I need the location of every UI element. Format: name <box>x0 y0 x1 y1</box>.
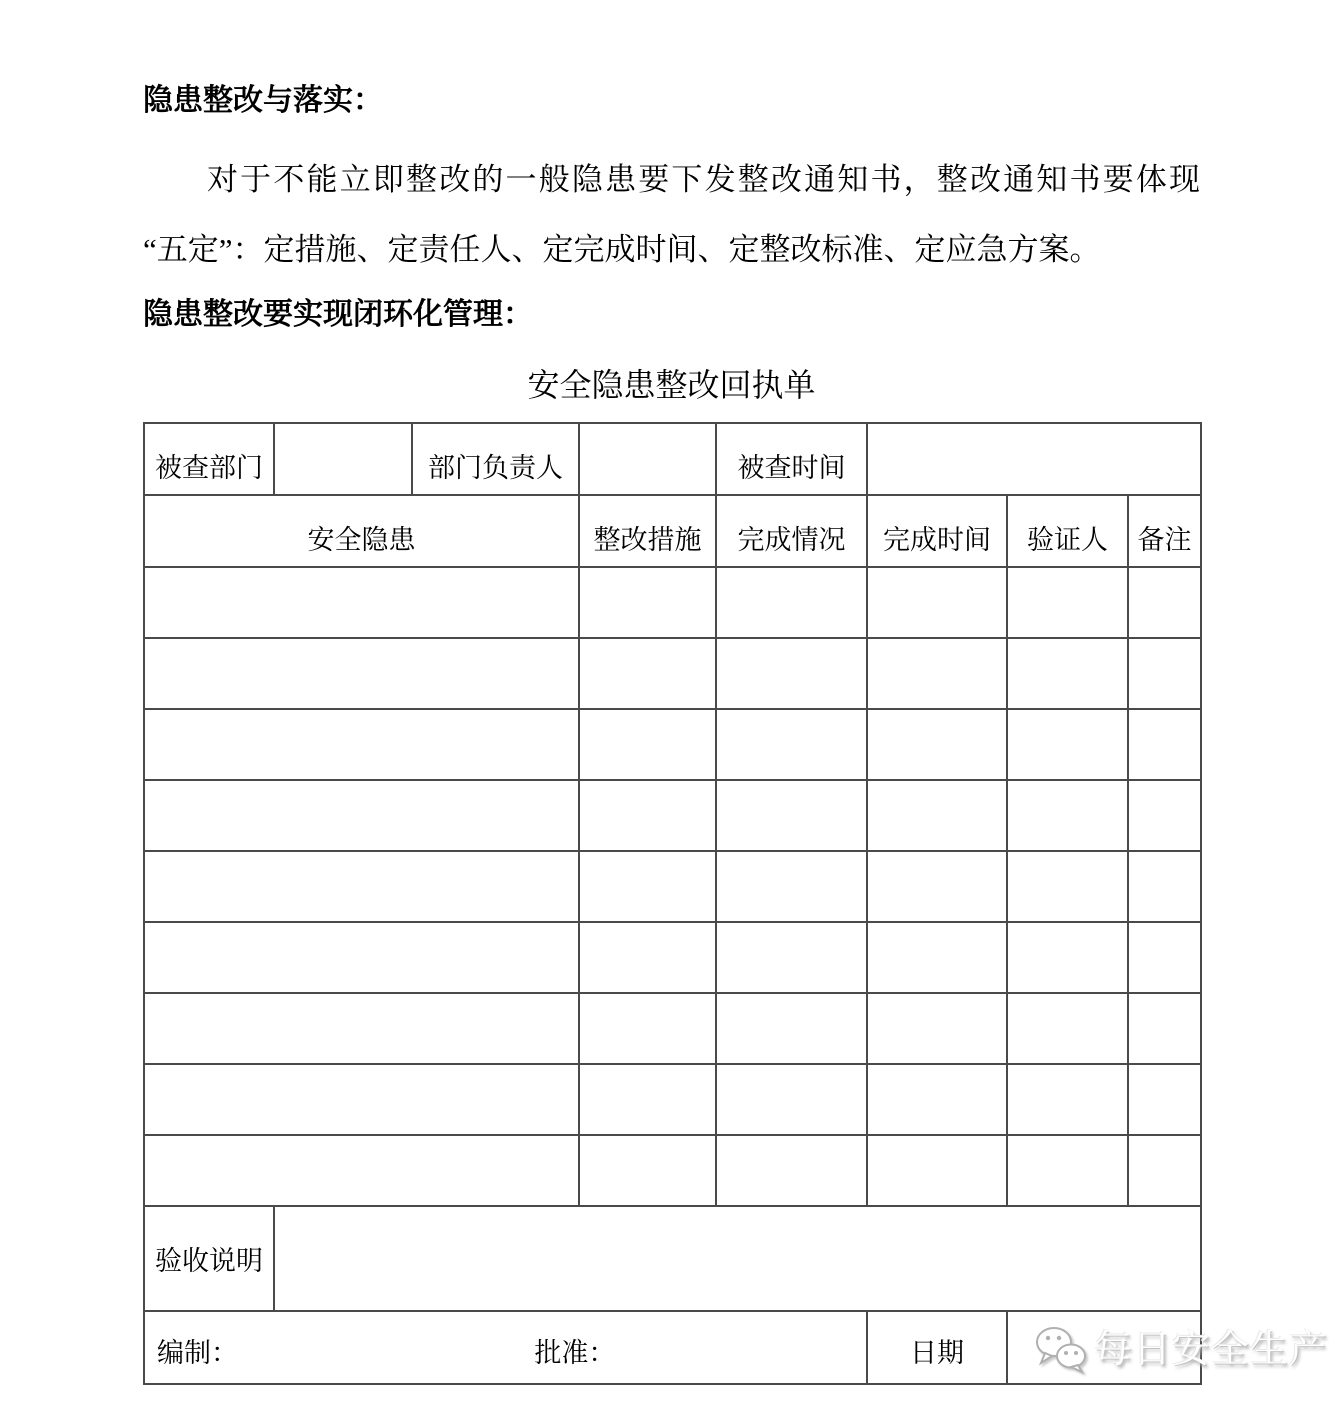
empty-cell[interactable] <box>579 709 716 780</box>
empty-cell[interactable] <box>579 780 716 851</box>
prepared-by-label: 编制： <box>157 1338 238 1368</box>
empty-row <box>144 851 1201 922</box>
col-header-remarks: 备注 <box>1128 495 1201 567</box>
empty-cell[interactable] <box>579 638 716 709</box>
empty-cell[interactable] <box>867 1135 1007 1206</box>
document-content <box>143 0 1200 1385</box>
rectification-receipt-table <box>143 422 1202 1385</box>
empty-cell[interactable] <box>716 567 867 638</box>
empty-cell[interactable] <box>1128 922 1201 993</box>
empty-cell[interactable] <box>716 638 867 709</box>
empty-row <box>144 993 1201 1064</box>
paragraph-line-2: “五定”：定措施、定责任人、定完成时间、定整改标准、定应急方案。 <box>143 232 1101 267</box>
empty-cell[interactable] <box>867 567 1007 638</box>
empty-cell[interactable] <box>144 993 579 1064</box>
empty-cell[interactable] <box>1007 780 1128 851</box>
empty-cell[interactable] <box>867 922 1007 993</box>
col-header-completion-status: 完成情况 <box>716 495 867 567</box>
date-label-cell: 日期 <box>867 1311 1007 1384</box>
inspected-dept-label: 被查部门 <box>144 423 274 495</box>
heading-closed-loop-management: 隐患整改要实现闭环化管理： <box>143 298 533 331</box>
col-header-safety-hazard: 安全隐患 <box>144 495 579 567</box>
empty-cell[interactable] <box>1007 851 1128 922</box>
empty-cell[interactable] <box>144 780 579 851</box>
empty-row <box>144 780 1201 851</box>
empty-row <box>144 922 1201 993</box>
acceptance-row <box>144 1206 1201 1311</box>
empty-cell[interactable] <box>1007 1064 1128 1135</box>
column-header-row <box>144 495 1201 567</box>
empty-cell[interactable] <box>867 709 1007 780</box>
approved-by-label: 批准： <box>534 1338 616 1368</box>
empty-cell[interactable] <box>144 922 579 993</box>
empty-cell[interactable] <box>867 851 1007 922</box>
watermark <box>1034 1326 1328 1374</box>
empty-cell[interactable] <box>867 1064 1007 1135</box>
empty-row <box>144 638 1201 709</box>
footer-prepared-approved-cell[interactable] <box>144 1311 867 1384</box>
empty-cell[interactable] <box>579 1064 716 1135</box>
empty-cell[interactable] <box>144 1064 579 1135</box>
empty-cell[interactable] <box>579 851 716 922</box>
inspected-time-label: 被查时间 <box>716 423 867 495</box>
empty-cell[interactable] <box>579 922 716 993</box>
col-header-rectification-measures: 整改措施 <box>579 495 716 567</box>
empty-cell[interactable] <box>716 993 867 1064</box>
empty-cell[interactable] <box>867 993 1007 1064</box>
watermark-text: 每日安全生产 <box>1094 1329 1329 1371</box>
empty-cell[interactable] <box>579 1135 716 1206</box>
empty-cell[interactable] <box>867 780 1007 851</box>
empty-cell[interactable] <box>1007 638 1128 709</box>
empty-cell[interactable] <box>579 993 716 1064</box>
empty-row <box>144 709 1201 780</box>
empty-row <box>144 567 1201 638</box>
empty-cell[interactable] <box>1007 993 1128 1064</box>
empty-cell[interactable] <box>1128 993 1201 1064</box>
empty-cell[interactable] <box>144 638 579 709</box>
empty-cell[interactable] <box>1007 1135 1128 1206</box>
empty-row <box>144 1135 1201 1206</box>
empty-cell[interactable] <box>579 567 716 638</box>
dept-manager-value-cell[interactable] <box>579 423 716 495</box>
empty-cell[interactable] <box>144 851 579 922</box>
empty-cell[interactable] <box>1128 709 1201 780</box>
table-title: 安全隐患整改回执单 <box>527 367 816 403</box>
empty-cell[interactable] <box>1128 567 1201 638</box>
empty-cell[interactable] <box>1007 922 1128 993</box>
empty-cell[interactable] <box>1128 851 1201 922</box>
col-header-completion-time: 完成时间 <box>867 495 1007 567</box>
empty-cell[interactable] <box>1007 709 1128 780</box>
empty-cell[interactable] <box>716 851 867 922</box>
empty-cell[interactable] <box>1128 638 1201 709</box>
wechat-icon <box>1034 1326 1088 1374</box>
info-row <box>144 423 1201 495</box>
empty-cell[interactable] <box>867 638 1007 709</box>
empty-row <box>144 1064 1201 1135</box>
empty-cell[interactable] <box>716 922 867 993</box>
dept-manager-label: 部门负责人 <box>412 423 579 495</box>
empty-cell[interactable] <box>144 709 579 780</box>
empty-rows-body <box>144 567 1201 1206</box>
empty-cell[interactable] <box>1128 1135 1201 1206</box>
acceptance-note-label: 验收说明 <box>144 1206 274 1311</box>
empty-cell[interactable] <box>1007 567 1128 638</box>
inspected-dept-value-cell[interactable] <box>274 423 412 495</box>
empty-cell[interactable] <box>1128 1064 1201 1135</box>
empty-cell[interactable] <box>716 1135 867 1206</box>
empty-cell[interactable] <box>716 780 867 851</box>
heading-rectification-implementation: 隐患整改与落实： <box>143 84 383 117</box>
paragraph-line-1: 对于不能立即整改的一般隐患要下发整改通知书，整改通知书要体现 <box>207 162 1200 197</box>
acceptance-note-value-cell[interactable] <box>274 1206 1201 1311</box>
empty-cell[interactable] <box>144 567 579 638</box>
col-header-verifier: 验证人 <box>1007 495 1128 567</box>
empty-cell[interactable] <box>716 709 867 780</box>
empty-cell[interactable] <box>1128 780 1201 851</box>
inspected-time-value-cell[interactable] <box>867 423 1201 495</box>
empty-cell[interactable] <box>716 1064 867 1135</box>
empty-cell[interactable] <box>144 1135 579 1206</box>
